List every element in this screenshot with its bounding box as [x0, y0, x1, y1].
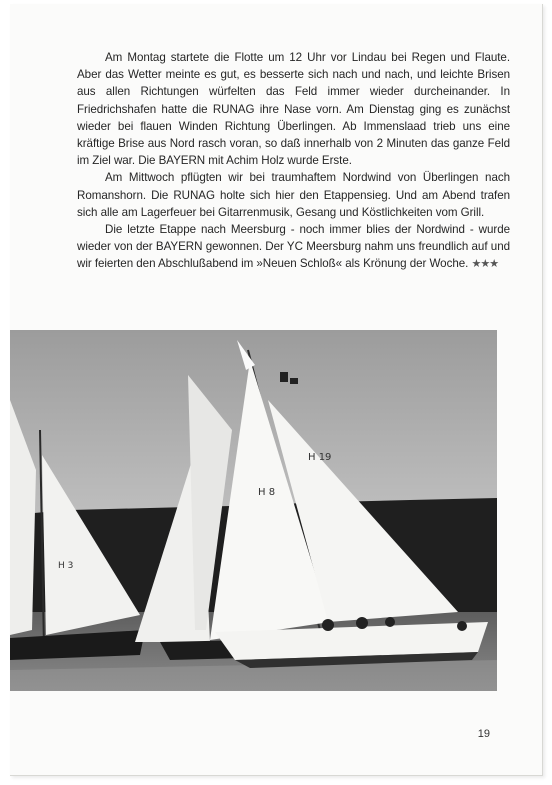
article-text [77, 49, 510, 274]
sailing-regatta-photo [10, 330, 497, 691]
end-mark-stars: ★★★ [471, 258, 499, 271]
paragraph-final-stage [77, 221, 510, 274]
paragraph-wednesday: Am Mittwoch pflügten wir bei traumhaftem Nordwind von Überlingen nach Romanshorn. Die RUNAG holte sich hier den Etappensieg. Und am Abend trafen sich alle am Lagerfeuer bei Gitarrenmusik, Gesang und Köstlichkeiten vom Grill. [77, 171, 510, 219]
paragraph-monday: Am Montag startete die Flotte um 12 Uhr vor Lindau bei Regen und Flaute. Aber das Wetter meinte es gut, es besserte sich nach und nach, und leichte Brisen aus allen Richtungen würfelten das Feld immer wieder durcheinander. In Friedrichshafen hatte die RUNAG ihre Nase vorn. Am Dienstag ging es zunächst wieder bei flauen Winden Richtung Überlingen. Ab Immenslaad trieb uns eine kräftige Brise aus Nord rasch voran, so daß innerhalb von 2 Minuten das ganze Feld im Ziel war. Die BAYERN mit Achim Holz wurde Erste. [77, 51, 510, 168]
sail-number-h19: H 19 [308, 452, 332, 463]
book-page [10, 4, 543, 776]
paragraph-final-stage-text: Die letzte Etappe nach Meersburg - noch immer blies der Nordwind - wurde wieder von der BAYERN gewonnen. Der YC Meersburg nahm uns freundlich auf und wir feierten den Abschlußabend im »Neuen Schloß« als Krönung der Woche. [77, 223, 510, 271]
page-number: 19 [477, 728, 490, 740]
sail-number-h8: H 8 [258, 487, 276, 498]
sail-number-h3: H 3 [58, 561, 74, 571]
